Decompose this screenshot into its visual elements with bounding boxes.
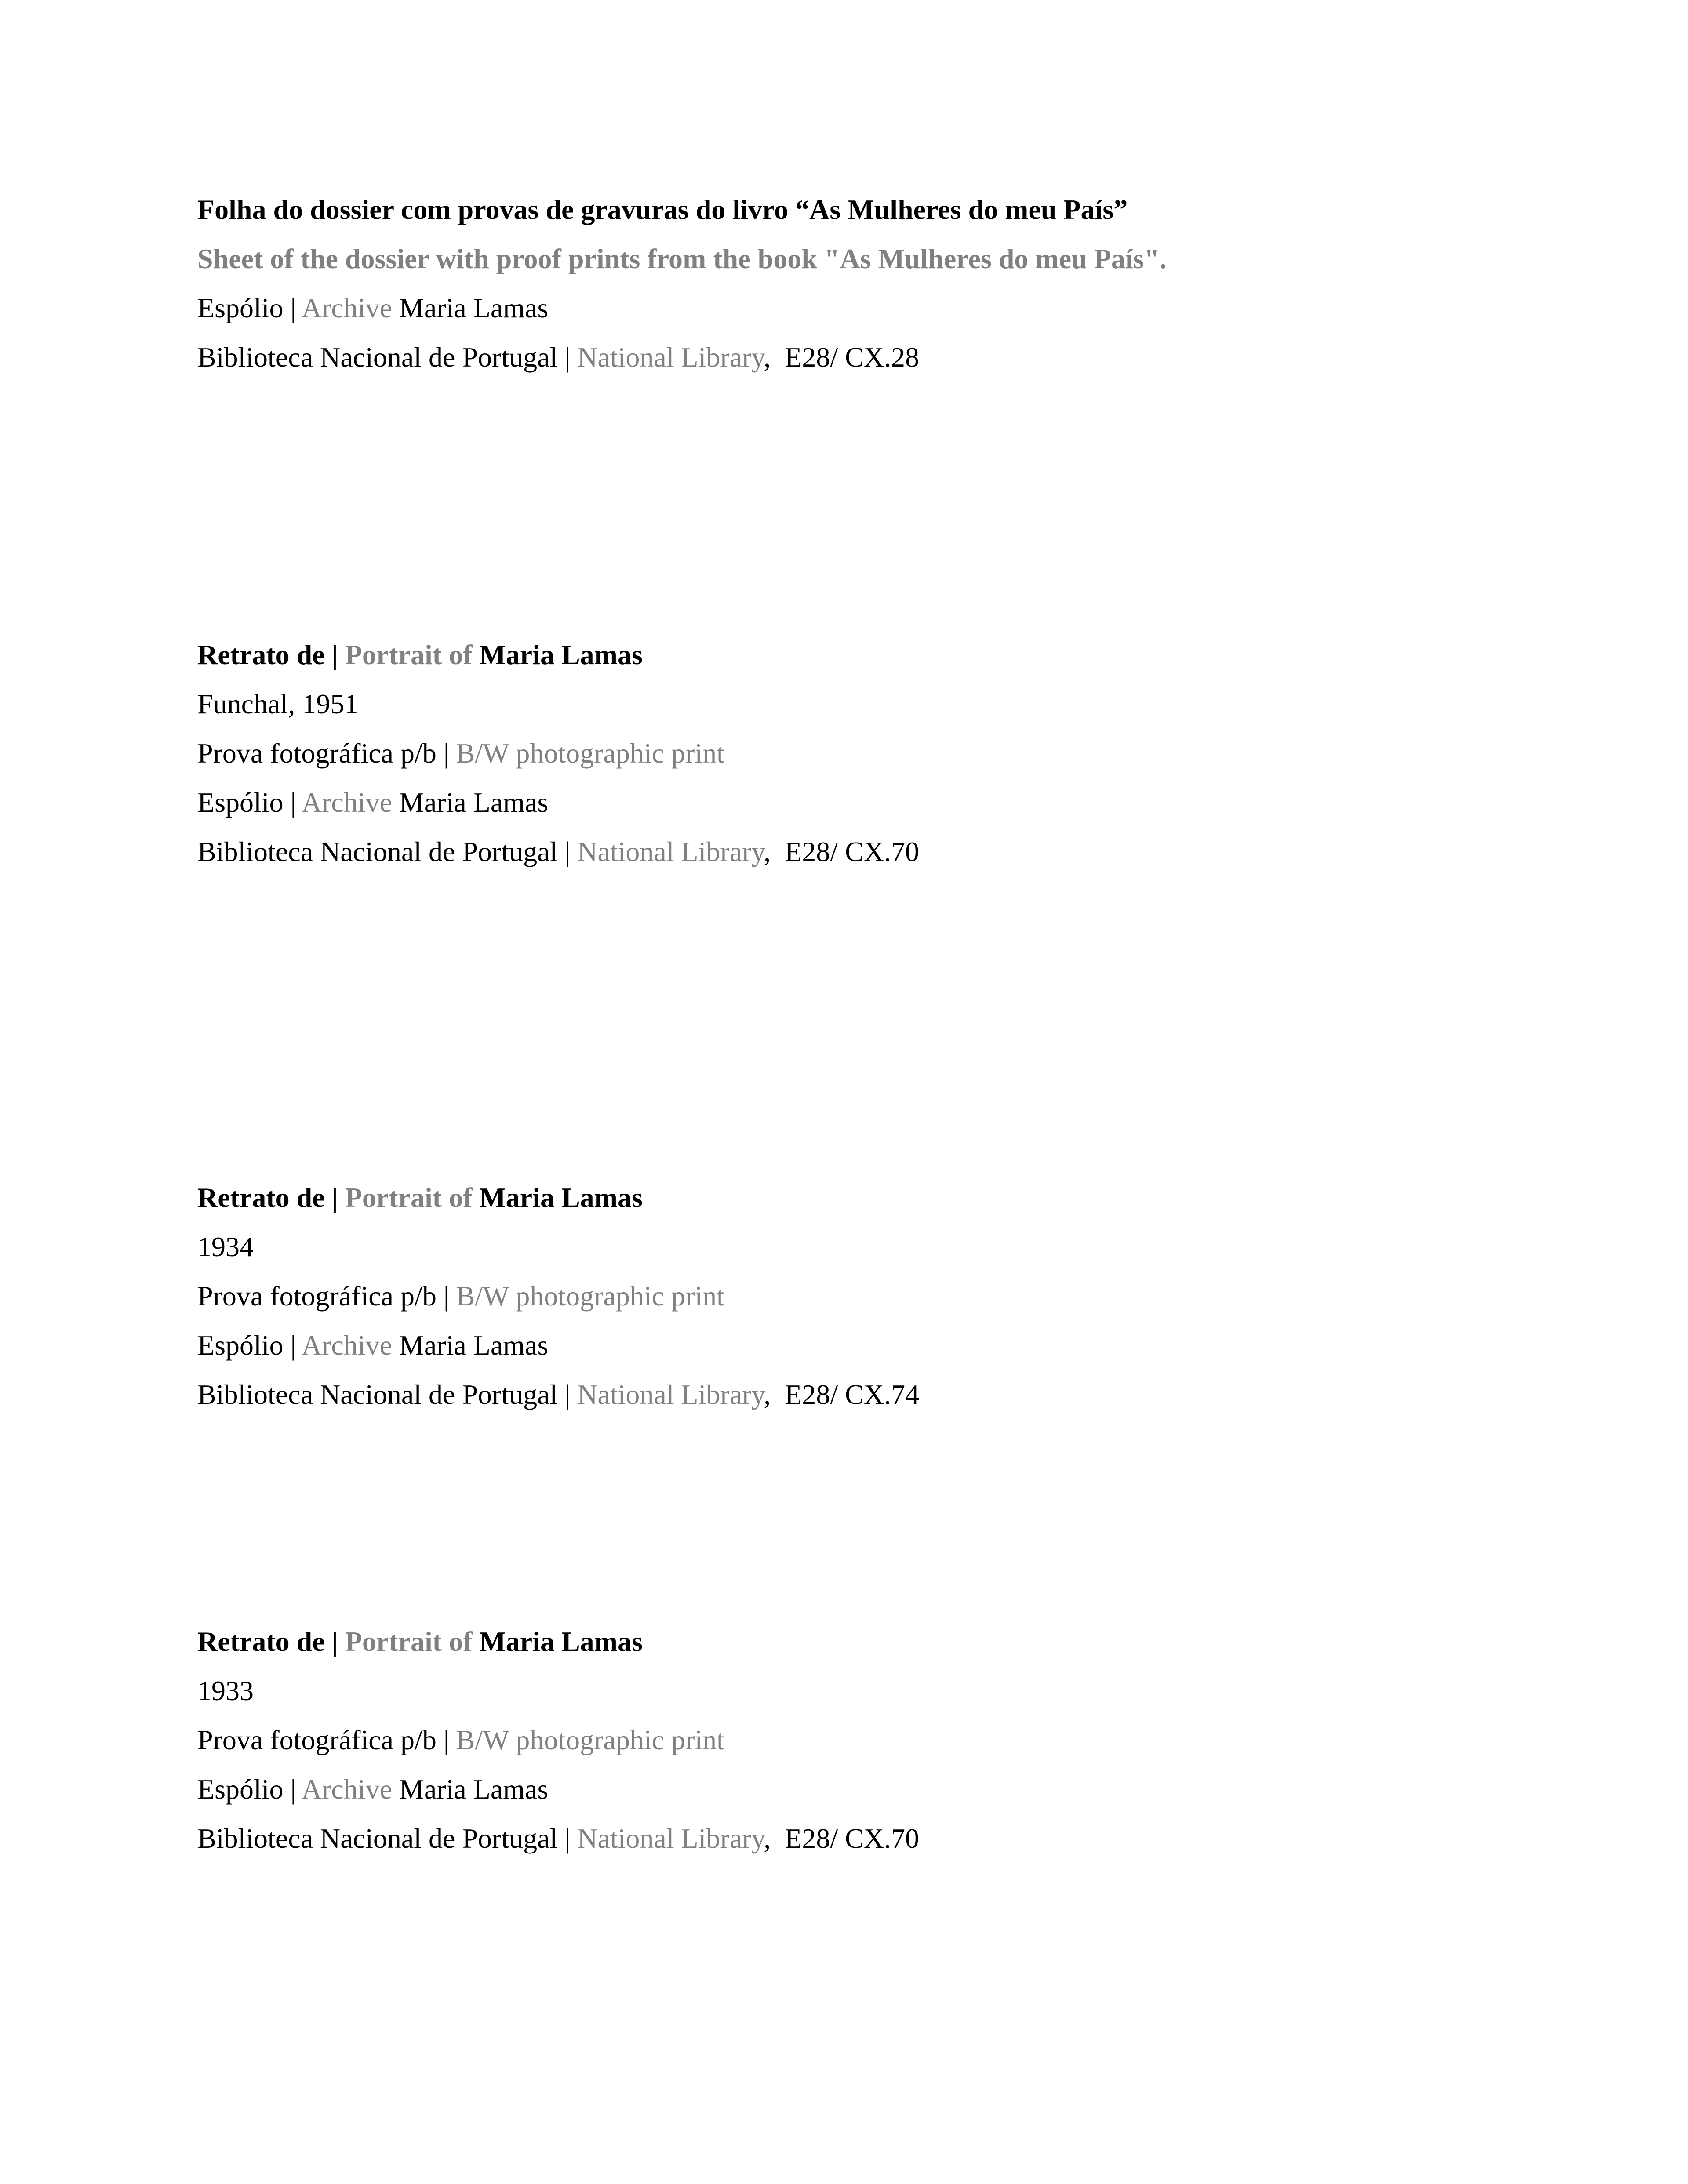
- entry-archive-line: [197, 283, 1167, 333]
- entry-date: 1934: [197, 1231, 254, 1262]
- library-label-en: National Library: [577, 1379, 764, 1410]
- archive-label-pt: Espólio |: [197, 292, 296, 323]
- entry-library-line: [197, 827, 919, 876]
- entry-archive-line: [197, 1765, 919, 1814]
- archive-name: Maria Lamas: [399, 787, 549, 818]
- caption-entry-dossier-sheet: [197, 185, 1167, 382]
- library-label-pt: Biblioteca Nacional de Portugal |: [197, 1823, 571, 1854]
- library-label-pt: Biblioteca Nacional de Portugal |: [197, 1379, 571, 1410]
- format-label-en: B/W photographic print: [456, 1724, 724, 1755]
- library-reference: , E28/ CX.28: [764, 342, 920, 373]
- format-label-pt: Prova fotográfica p/b |: [197, 1724, 449, 1755]
- archive-name: Maria Lamas: [399, 1773, 549, 1805]
- library-label-en: National Library: [577, 1823, 764, 1854]
- archive-label-pt: Espólio |: [197, 1330, 296, 1361]
- format-label-en: B/W photographic print: [456, 1280, 724, 1312]
- entry-format-line: [197, 1715, 919, 1765]
- entry-title-en: Sheet of the dossier with proof prints from the book "As Mulheres do meu País".: [197, 243, 1167, 274]
- title-label-pt: Retrato de |: [197, 1182, 338, 1213]
- caption-entry-portrait: [197, 1173, 919, 1419]
- entry-format-line: [197, 1272, 919, 1321]
- archive-label-pt: Espólio |: [197, 1773, 296, 1805]
- archive-label-en: Archive: [301, 1773, 392, 1805]
- library-label-en: National Library: [577, 342, 764, 373]
- title-name: Maria Lamas: [479, 1626, 643, 1657]
- title-name: Maria Lamas: [479, 1182, 643, 1213]
- library-label-pt: Biblioteca Nacional de Portugal |: [197, 836, 571, 867]
- entry-title: [197, 1617, 919, 1666]
- library-reference: , E28/ CX.74: [764, 1379, 920, 1410]
- entry-date: Funchal, 1951: [197, 688, 359, 720]
- archive-label-en: Archive: [301, 1330, 392, 1361]
- title-label-pt: Retrato de |: [197, 639, 338, 670]
- entry-date: 1933: [197, 1675, 254, 1706]
- entry-archive-line: [197, 1321, 919, 1370]
- archive-name: Maria Lamas: [399, 292, 549, 323]
- entry-library-line: [197, 333, 1167, 382]
- entry-title: [197, 1173, 919, 1222]
- format-label-en: B/W photographic print: [456, 738, 724, 769]
- library-label-pt: Biblioteca Nacional de Portugal |: [197, 342, 571, 373]
- archive-label-en: Archive: [301, 292, 392, 323]
- archive-label-en: Archive: [301, 787, 392, 818]
- format-label-pt: Prova fotográfica p/b |: [197, 1280, 449, 1312]
- entry-archive-line: [197, 778, 919, 827]
- library-label-en: National Library: [577, 836, 764, 867]
- entry-library-line: [197, 1814, 919, 1863]
- title-name: Maria Lamas: [479, 639, 643, 670]
- caption-entry-portrait: [197, 1617, 919, 1863]
- title-label-en: Portrait of: [345, 1626, 473, 1657]
- entry-format-line: [197, 729, 919, 778]
- title-label-en: Portrait of: [345, 639, 473, 670]
- title-label-pt: Retrato de |: [197, 1626, 338, 1657]
- archive-name: Maria Lamas: [399, 1330, 549, 1361]
- title-label-en: Portrait of: [345, 1182, 473, 1213]
- library-reference: , E28/ CX.70: [764, 836, 920, 867]
- archive-label-pt: Espólio |: [197, 787, 296, 818]
- entry-library-line: [197, 1370, 919, 1419]
- library-reference: , E28/ CX.70: [764, 1823, 920, 1854]
- entry-title: [197, 630, 919, 680]
- format-label-pt: Prova fotográfica p/b |: [197, 738, 449, 769]
- caption-entry-portrait: [197, 630, 919, 876]
- entry-title-pt: Folha do dossier com provas de gravuras do livro “As Mulheres do meu País”: [197, 194, 1128, 225]
